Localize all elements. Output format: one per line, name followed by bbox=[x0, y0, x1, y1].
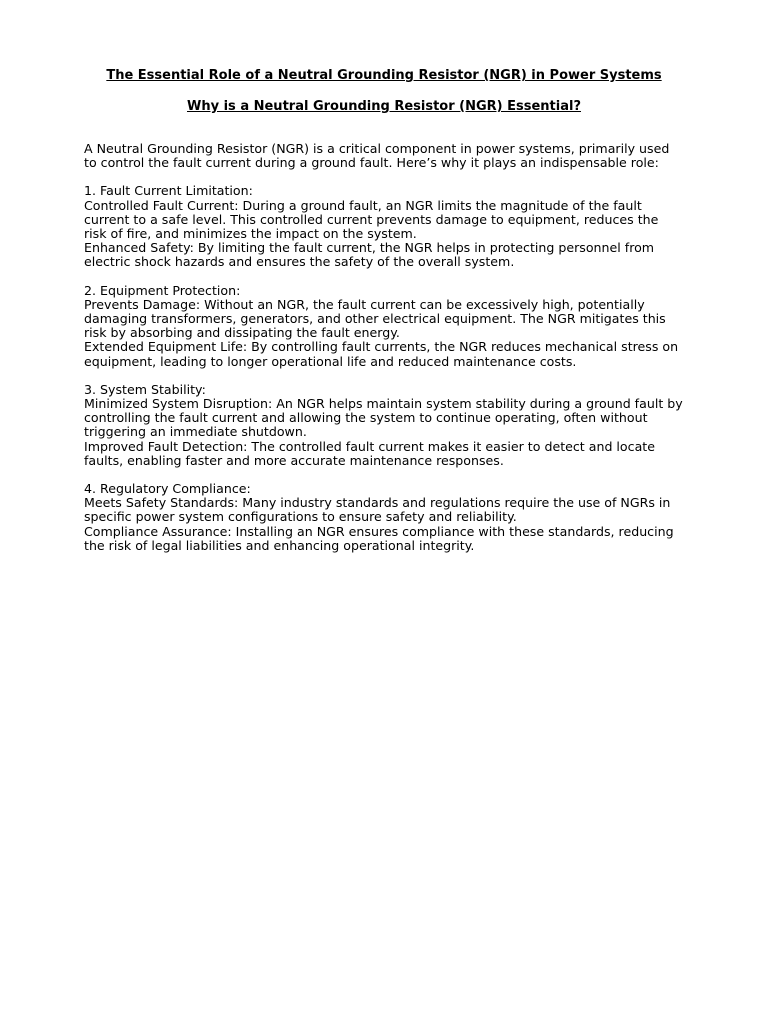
document-page bbox=[84, 68, 684, 553]
section-fault-current-limitation bbox=[84, 184, 684, 269]
section-regulatory-compliance bbox=[84, 482, 684, 553]
section-heading: 2. Equipment Protection: bbox=[84, 282, 241, 298]
section-point: Extended Equipment Life: By controlling fault currents, the NGR reduces mechanical stress on equipment, leading to longer operational life and reduced maintenance costs. bbox=[84, 339, 679, 369]
document-subtitle: Why is a Neutral Grounding Resistor (NGR) Essential? bbox=[187, 99, 581, 114]
section-point: Compliance Assurance: Installing an NGR ensures compliance with these standards, reducing the risk of legal liabilities and enhancing operational integrity. bbox=[84, 523, 674, 553]
section-heading: 4. Regulatory Compliance: bbox=[84, 481, 251, 497]
section-point: Enhanced Safety: By limiting the fault current, the NGR helps in protecting personnel from electric shock hazards and ensures the safety of the overall system. bbox=[84, 240, 655, 270]
section-point: Improved Fault Detection: The controlled fault current makes it easier to detect and locate faults, enabling faster and more accurate maintenance responses. bbox=[84, 438, 655, 468]
document-title: The Essential Role of a Neutral Grounding Resistor (NGR) in Power Systems bbox=[106, 68, 662, 83]
section-equipment-protection bbox=[84, 284, 684, 369]
section-point: Controlled Fault Current: During a ground fault, an NGR limits the magnitude of the fault current to a safe level. This controlled current prevents damage to equipment, reduces the risk of fire, and minimizes the impact on the system. bbox=[84, 197, 659, 242]
section-point: Meets Safety Standards: Many industry standards and regulations require the use of NGRs in specific power system configurations to ensure safety and reliability. bbox=[84, 495, 671, 525]
section-point: Prevents Damage: Without an NGR, the fault current can be excessively high, potentially damaging transformers, generators, and other electrical equipment. The NGR mitigates this risk by absorbing and dissipating the fault energy. bbox=[84, 296, 666, 341]
section-point: Minimized System Disruption: An NGR helps maintain system stability during a ground fault by controlling the fault current and allowing the system to continue operating, often without triggering an immediate shutdown. bbox=[84, 396, 683, 440]
section-heading: 1. Fault Current Limitation: bbox=[84, 183, 253, 199]
section-system-stability bbox=[84, 383, 684, 468]
section-heading: 3. System Stability: bbox=[84, 381, 206, 397]
intro-paragraph: A Neutral Grounding Resistor (NGR) is a critical component in power systems, primarily used to control the fault current during a ground fault. Here’s why it plays an indispensable role: bbox=[84, 141, 670, 171]
